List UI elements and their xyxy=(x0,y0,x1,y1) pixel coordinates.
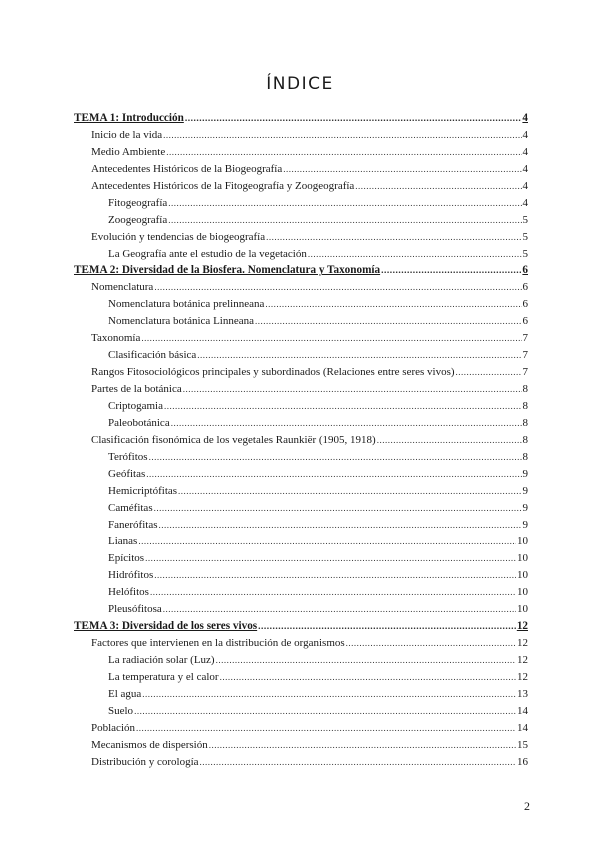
toc-entry-page: 4 xyxy=(522,196,528,209)
dot-leader xyxy=(216,652,516,669)
toc-chapter-entry[interactable] xyxy=(74,262,528,279)
dot-leader xyxy=(150,584,516,601)
page-title: ÍNDICE xyxy=(266,74,334,94)
toc-entry-page: 9 xyxy=(522,484,528,497)
toc-entry-page: 12 xyxy=(517,670,528,683)
toc-entry-page: 10 xyxy=(517,535,528,548)
toc-entry[interactable] xyxy=(74,601,528,618)
page-number: 2 xyxy=(524,799,530,813)
dot-leader xyxy=(154,567,516,584)
toc-entry-page: 12 xyxy=(517,637,528,650)
toc-entry-label: TEMA 2: Diversidad de la Biosfera. Nomenclatura y Taxonomía xyxy=(74,264,381,277)
dot-leader xyxy=(209,737,516,754)
toc-entry-page: 8 xyxy=(522,450,528,463)
toc-entry-page: 8 xyxy=(522,383,528,395)
toc-entry[interactable] xyxy=(74,737,528,754)
toc-entry-label: Epícitos xyxy=(108,552,145,565)
toc-entry-label: Factores que intervienen en la distribución de organismos xyxy=(91,637,345,650)
dot-leader xyxy=(142,686,516,703)
toc-entry-label: Hemicriptófitas xyxy=(108,484,178,497)
toc-entry-page: 9 xyxy=(522,501,528,514)
dot-leader xyxy=(183,381,522,398)
toc-entry[interactable] xyxy=(74,567,528,584)
toc-entry-page: 10 xyxy=(517,603,528,616)
dot-leader xyxy=(164,398,522,415)
toc-entry-page: 10 xyxy=(517,586,528,599)
toc-entry-label: Clasificación básica xyxy=(108,349,197,362)
toc-entry[interactable] xyxy=(74,483,528,500)
toc-entry-page: 4 xyxy=(522,179,528,192)
toc-entry-label: Hidrófitos xyxy=(108,569,154,582)
dot-leader xyxy=(146,466,521,483)
toc-entry-page: 15 xyxy=(517,738,528,751)
dot-leader xyxy=(355,178,521,195)
dot-leader xyxy=(163,127,521,144)
toc-entry-label: Nomenclatura botánica prelinneana xyxy=(108,298,265,311)
toc-entry[interactable] xyxy=(74,313,528,330)
toc-entry[interactable] xyxy=(74,415,528,432)
toc-entry-page: 5 xyxy=(522,230,528,243)
toc-entry-page: 8 xyxy=(522,399,528,412)
dot-leader xyxy=(200,754,516,771)
toc-entry-page: 9 xyxy=(522,518,528,531)
toc-entry-page: 14 xyxy=(517,721,528,734)
dot-leader xyxy=(456,364,522,381)
toc-entry[interactable] xyxy=(74,364,528,381)
dot-leader xyxy=(171,415,522,432)
toc-entry[interactable] xyxy=(74,178,528,195)
toc-entry-label: Clasificación fisonómica de los vegetales Raunkiër (1905, 1918) xyxy=(91,433,376,446)
toc-entry-page: 6 xyxy=(522,264,528,277)
toc-chapter-entry[interactable] xyxy=(74,110,528,127)
toc-entry-page: 13 xyxy=(517,687,528,700)
dot-leader xyxy=(255,313,522,330)
dot-leader xyxy=(168,195,521,212)
toc-entry[interactable] xyxy=(74,449,528,466)
toc-entry-page: 7 xyxy=(522,349,528,362)
dot-leader xyxy=(197,347,521,364)
toc-entry-label: Evolución y tendencias de biogeografía xyxy=(91,230,266,243)
toc-entry-label: Lianas xyxy=(108,535,138,548)
dot-leader xyxy=(178,483,521,500)
dot-leader xyxy=(138,533,516,550)
toc-entry-page: 7 xyxy=(522,366,528,379)
toc-entry-label: Rangos Fitosociológicos principales y subordinados (Relaciones entre seres vivos) xyxy=(91,366,455,379)
toc-entry[interactable] xyxy=(74,296,528,313)
toc-entry-label: Criptogamia xyxy=(108,399,163,412)
toc-entry[interactable] xyxy=(74,432,528,449)
toc-entry-page: 5 xyxy=(522,247,528,260)
dot-leader xyxy=(265,296,521,313)
toc-entry[interactable] xyxy=(74,652,528,669)
toc-entry-page: 5 xyxy=(522,213,528,226)
toc-entry[interactable] xyxy=(74,229,528,246)
toc-entry[interactable] xyxy=(74,127,528,144)
toc-entry-label: Distribución y corología xyxy=(91,755,199,768)
toc-entry-page: 14 xyxy=(517,704,528,717)
toc-entry-page: 4 xyxy=(522,112,528,124)
toc-entry-page: 10 xyxy=(517,552,528,565)
table-of-contents xyxy=(74,110,528,771)
toc-entry-page: 4 xyxy=(522,162,528,175)
toc-entry-label: Geófitas xyxy=(108,467,146,480)
toc-entry[interactable] xyxy=(74,669,528,686)
toc-entry[interactable] xyxy=(74,635,528,652)
toc-entry-label: Antecedentes Históricos de la Biogeografía xyxy=(91,162,283,175)
toc-entry-label: Helófitos xyxy=(108,586,149,599)
toc-entry-page: 6 xyxy=(522,315,528,328)
dot-leader xyxy=(149,449,522,466)
toc-entry[interactable] xyxy=(74,144,528,161)
toc-entry-label: Taxonomía xyxy=(91,332,141,345)
toc-entry-label: La radiación solar (Luz) xyxy=(108,654,215,666)
dot-leader xyxy=(377,432,522,449)
toc-entry-label: TEMA 1: Introducción xyxy=(74,112,184,124)
toc-entry-page: 12 xyxy=(517,654,528,666)
toc-entry-label: La temperatura y el calor xyxy=(108,670,219,683)
toc-entry-label: Antecedentes Históricos de la Fitogeografía y Zoogeografía xyxy=(91,179,355,192)
toc-entry-page: 4 xyxy=(522,145,528,158)
dot-leader xyxy=(381,263,521,279)
toc-entry-label: Terófitos xyxy=(108,450,148,463)
dot-leader xyxy=(163,601,516,618)
toc-entry[interactable] xyxy=(74,347,528,364)
toc-entry[interactable] xyxy=(74,398,528,415)
dot-leader xyxy=(308,246,522,263)
toc-entry[interactable] xyxy=(74,686,528,703)
dot-leader xyxy=(266,229,521,246)
toc-entry-page: 4 xyxy=(522,128,528,141)
toc-entry-label: Pleusófitosa xyxy=(108,603,162,616)
dot-leader xyxy=(136,720,516,737)
dot-leader xyxy=(185,111,522,127)
toc-entry-label: Fanerófitas xyxy=(108,518,158,531)
toc-entry[interactable] xyxy=(74,330,528,347)
toc-entry-page: 6 xyxy=(522,281,528,294)
toc-entry[interactable] xyxy=(74,584,528,601)
dot-leader xyxy=(283,161,521,178)
dot-leader xyxy=(168,212,521,229)
toc-entry-page: 8 xyxy=(522,416,528,429)
toc-entry[interactable] xyxy=(74,195,528,212)
toc-entry-label: Partes de la botánica xyxy=(91,383,182,395)
dot-leader xyxy=(346,635,516,652)
toc-entry-label: Paleobotánica xyxy=(108,416,170,429)
dot-leader xyxy=(158,517,521,534)
toc-entry-page: 10 xyxy=(517,569,528,582)
toc-entry-label: Caméfitas xyxy=(108,501,153,514)
toc-entry[interactable] xyxy=(74,381,528,398)
dot-leader xyxy=(154,500,522,517)
toc-entry[interactable] xyxy=(74,517,528,534)
toc-entry[interactable] xyxy=(74,754,528,771)
dot-leader xyxy=(145,550,516,567)
dot-leader xyxy=(220,669,516,686)
toc-entry-label: La Geografía ante el estudio de la vegetación xyxy=(108,247,307,260)
dot-leader xyxy=(154,279,521,296)
toc-entry-label: TEMA 3: Diversidad de los seres vivos xyxy=(74,620,258,633)
toc-entry-label: Fitogeografía xyxy=(108,196,168,209)
toc-entry-page: 7 xyxy=(522,332,528,345)
toc-entry-page: 12 xyxy=(516,620,528,633)
toc-entry-label: Suelo xyxy=(108,704,134,717)
toc-chapter-entry[interactable] xyxy=(74,618,528,635)
dot-leader xyxy=(166,144,521,161)
toc-entry-label: Medio Ambiente xyxy=(91,145,166,158)
toc-entry-page: 6 xyxy=(522,298,528,311)
dot-leader xyxy=(141,330,521,347)
toc-entry-label: Nomenclatura botánica Linneana xyxy=(108,315,254,328)
toc-entry-label: Nomenclatura xyxy=(91,281,154,294)
toc-entry[interactable] xyxy=(74,279,528,296)
toc-entry[interactable] xyxy=(74,161,528,178)
toc-entry-label: Inicio de la vida xyxy=(91,128,163,141)
toc-entry[interactable] xyxy=(74,466,528,483)
toc-entry-page: 8 xyxy=(522,433,528,446)
toc-entry[interactable] xyxy=(74,720,528,737)
toc-entry[interactable] xyxy=(74,533,528,550)
toc-entry-page: 9 xyxy=(522,467,528,480)
toc-entry-label: Población xyxy=(91,721,135,734)
toc-entry[interactable] xyxy=(74,212,528,229)
toc-entry-label: Zoogeografía xyxy=(108,213,168,226)
dot-leader xyxy=(134,703,516,720)
toc-entry[interactable] xyxy=(74,703,528,720)
dot-leader xyxy=(258,619,516,635)
toc-entry-label: El agua xyxy=(108,687,142,700)
toc-entry-page: 16 xyxy=(517,755,528,768)
toc-entry[interactable] xyxy=(74,246,528,263)
toc-entry[interactable] xyxy=(74,550,528,567)
toc-entry-label: Mecanismos de dispersión xyxy=(91,738,208,751)
toc-entry[interactable] xyxy=(74,500,528,517)
